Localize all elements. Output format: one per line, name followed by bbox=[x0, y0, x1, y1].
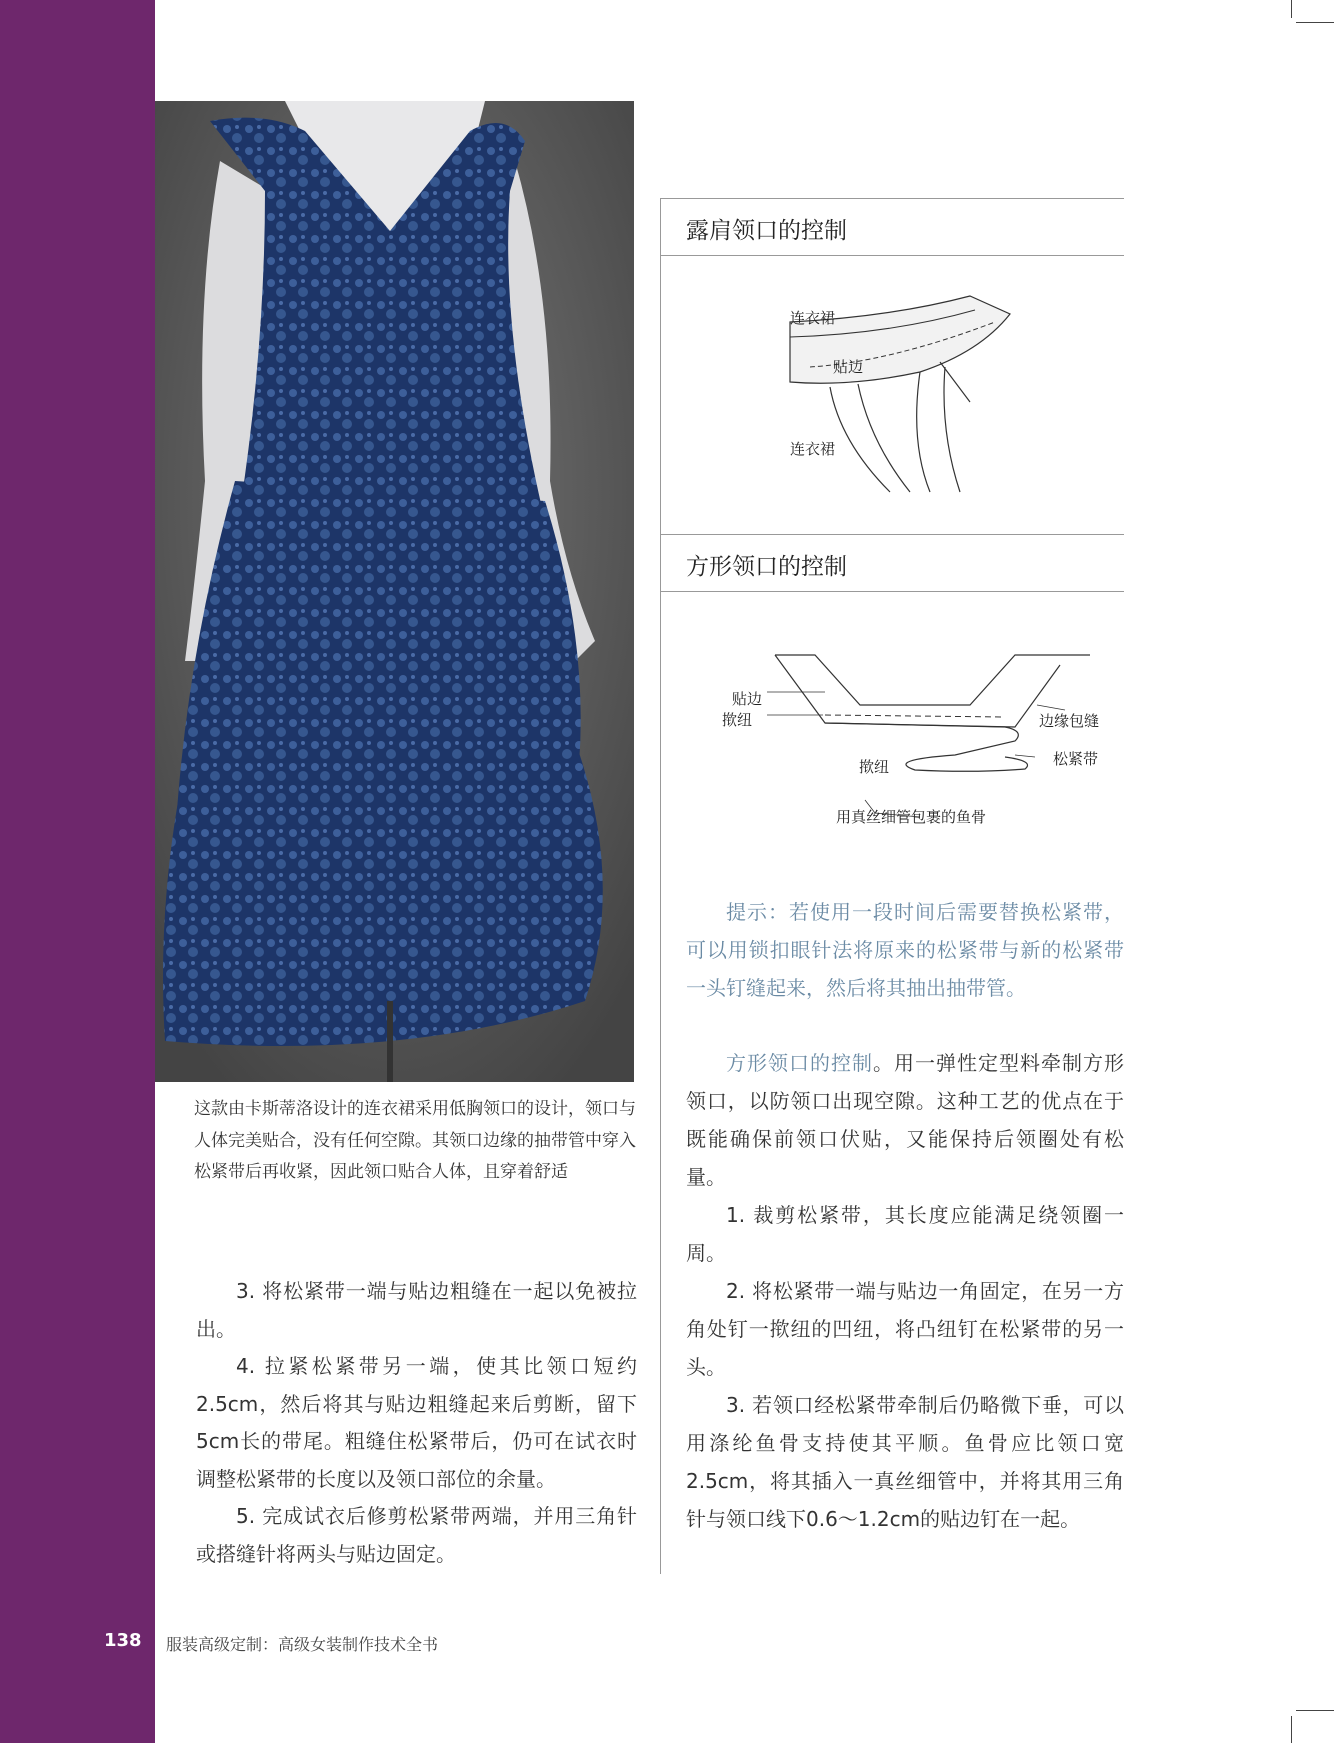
crop-mark bbox=[1291, 1716, 1292, 1743]
step-3-paragraph: 3. 将松紧带一端与贴边粗缝在一起以免被拉出。 bbox=[196, 1279, 637, 1341]
label-elastic: 松紧带 bbox=[1053, 750, 1099, 768]
left-column-body bbox=[196, 1273, 637, 1573]
crop-mark bbox=[1291, 0, 1292, 18]
dress-photo bbox=[155, 101, 634, 1082]
purple-sidebar bbox=[0, 0, 155, 1743]
column-divider bbox=[660, 198, 661, 1574]
intro-paragraph bbox=[686, 1044, 1124, 1196]
book-title: 服装高级定制：高级女装制作技术全书 bbox=[166, 1635, 439, 1654]
label-boning: 用真丝细管包裹的鱼骨 bbox=[836, 808, 987, 826]
step-5-paragraph: 5. 完成试衣后修剪松紧带两端，并用三角针或搭缝针将两头与贴边固定。 bbox=[196, 1504, 637, 1566]
intro-highlight: 方形领口的控制 bbox=[726, 1051, 873, 1075]
label-dress-top: 连衣裙 bbox=[790, 309, 836, 327]
label-edge-binding: 边缘包缝 bbox=[1039, 712, 1100, 730]
photo-caption bbox=[194, 1094, 639, 1189]
photo-caption-text: 这款由卡斯蒂洛设计的连衣裙采用低胸领口的设计，领口与人体完美贴合，没有任何空隙。其领口边缘的抽带管中穿入松紧带后再收紧，因此领口贴合人体，且穿着舒适 bbox=[194, 1099, 636, 1182]
label-facing-2: 贴边 bbox=[732, 690, 763, 708]
tip-box bbox=[686, 893, 1124, 1007]
dress-illustration bbox=[155, 101, 634, 1082]
section-1-title: 露肩领口的控制 bbox=[686, 218, 847, 244]
tip-paragraph bbox=[686, 893, 1124, 1007]
right-column-body bbox=[686, 1044, 1124, 1538]
tip-label: 提示 bbox=[726, 900, 768, 924]
right-step-3: 3. 若领口经松紧带牵制后仍略微下垂，可以用涤纶鱼骨支持使其平顺。鱼骨应比领口宽2.5cm，将其插入一真丝细管中，并将其用三角针与领口线下0.6～1.2cm的贴边钉在一起。 bbox=[686, 1393, 1124, 1531]
right-step-2: 2. 将松紧带一端与贴边一角固定，在另一方角处钉一揿纽的凹纽，将凸纽钉在松紧带的另一头。 bbox=[686, 1279, 1124, 1379]
section-2-title: 方形领口的控制 bbox=[686, 554, 847, 580]
page-number: 138 bbox=[104, 1630, 142, 1651]
crop-mark bbox=[1296, 1710, 1334, 1711]
intro-text: 。用一弹性定型料牵制方形领口，以防领口出现空隙。这种工艺的优点在于既能确保前领口伏贴，又能保持后领圈处有松量。 bbox=[686, 1051, 1124, 1189]
label-snap-left: 揿纽 bbox=[722, 711, 753, 729]
tip-text: ：若使用一段时间后需要替换松紧带，可以用锁扣眼针法将原来的松紧带与新的松紧带一头钉缝起来，然后将其抽出抽带管。 bbox=[686, 900, 1124, 1000]
right-step-1: 1. 裁剪松紧带，其长度应能满足绕领圈一周。 bbox=[686, 1203, 1124, 1265]
step-4-paragraph: 4. 拉紧松紧带另一端，使其比领口短约2.5cm，然后将其与贴边粗缝起来后剪断，留下5cm长的带尾。粗缝住松紧带后，仍可在试衣时调整松紧带的长度以及领口部位的余量。 bbox=[196, 1354, 637, 1491]
crop-mark bbox=[1296, 22, 1334, 23]
label-facing-1: 贴边 bbox=[833, 358, 864, 376]
label-snap-bottom: 揿纽 bbox=[859, 758, 890, 776]
label-dress-bottom: 连衣裙 bbox=[790, 440, 836, 458]
